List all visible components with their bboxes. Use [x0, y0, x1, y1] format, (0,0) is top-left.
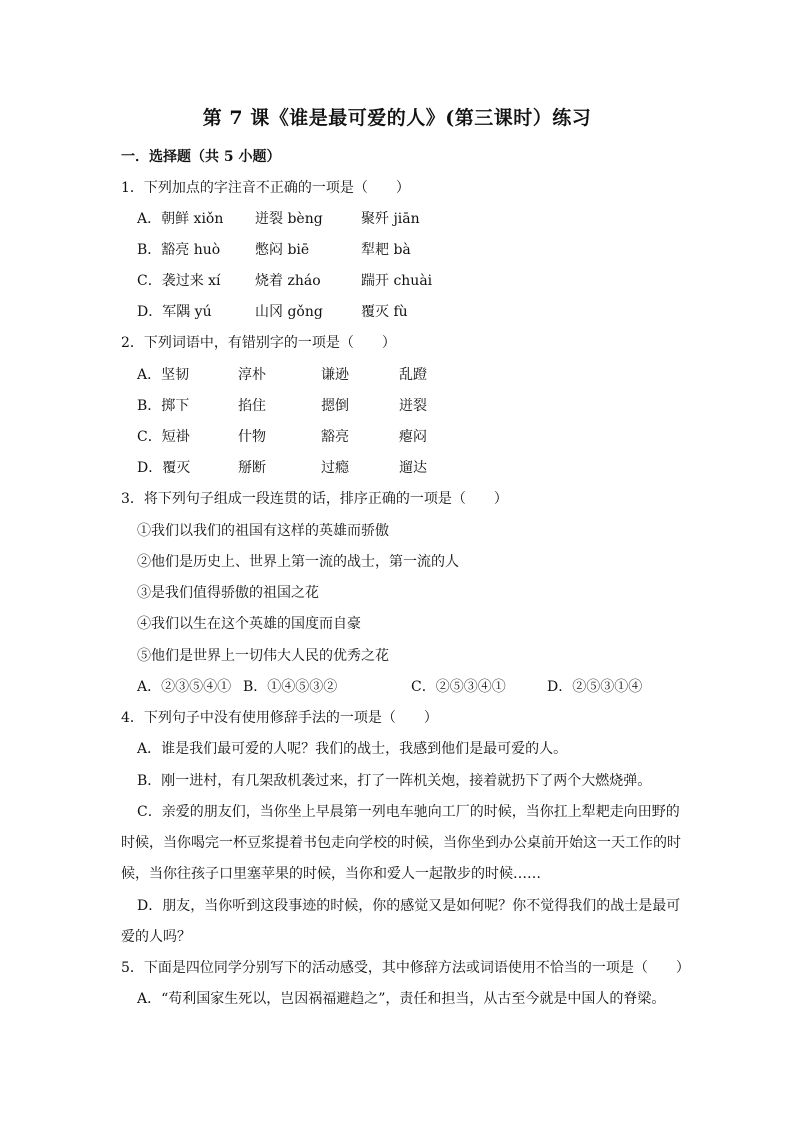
option-cell: 聚歼 jiān	[361, 211, 420, 227]
option-cell: A．②③⑤④①	[137, 679, 232, 695]
option-cell: 犁耙 bà	[361, 242, 411, 258]
option-c-line: 时候，当你喝完一杯豆浆提着书包走向学校的时候，当你坐到办公桌前开始这一天工作的时	[121, 835, 681, 851]
option-cell: 覆灭 fù	[361, 304, 408, 320]
option-cell: 迸裂	[399, 398, 427, 414]
option-cell: 憋闷 biē	[255, 242, 310, 258]
option-cell: D．②⑤③①④	[547, 679, 643, 695]
option-c-line: C．亲爱的朋友们，当你坐上早晨第一列电车驰向工厂的时候，当你扛上犁耙走向田野的	[137, 804, 680, 820]
option-cell: D．军隅 yú	[137, 304, 212, 320]
question-3-stem: 3．将下列句子组成一段连贯的话，排序正确的一项是（ ）	[121, 491, 508, 507]
option-cell: C．②⑤③④①	[411, 679, 506, 695]
option-cell: 踹开 chuài	[361, 273, 433, 289]
option-cell: 摁倒	[321, 398, 349, 414]
option-cell: D．覆灭	[137, 460, 191, 476]
page-title: 第 7 课《谁是最可爱的人》(第三课时）练习	[202, 107, 592, 129]
option-cell: 掐住	[238, 398, 266, 414]
option-cell: 豁亮	[321, 429, 349, 445]
sentence-item: ①我们以我们的祖国有这样的英雄而骄傲	[137, 523, 389, 539]
option-cell: 瘪闷	[399, 429, 427, 445]
option-a: A．谁是我们最可爱的人呢？我们的战士，我感到他们是最可爱的人。	[137, 741, 568, 757]
question-5-stem: 5．下面是四位同学分别写下的活动感受，其中修辞方法或词语使用不恰当的一项是（ ）	[121, 960, 690, 976]
option-d-line: 爱的人吗？	[121, 929, 191, 945]
question-2-stem: 2．下列词语中，有错别字的一项是（ ）	[121, 335, 396, 351]
option-b: B．刚一进村，有几架敌机袭过来，打了一阵机关炮，接着就扔下了两个大燃烧弹。	[137, 773, 652, 789]
option-cell: 烧着 zháo	[255, 273, 321, 289]
option-cell: B．豁亮 huò	[137, 242, 221, 258]
option-cell: B．掷下	[137, 398, 190, 414]
option-cell: A．坚韧	[137, 367, 190, 383]
sentence-item: ⑤他们是世界上一切伟大人民的优秀之花	[137, 648, 389, 664]
option-cell: 山冈 gǒng	[255, 304, 323, 320]
sentence-item: ④我们以生在这个英雄的国度而自豪	[137, 616, 361, 632]
option-cell: 乱蹬	[399, 367, 427, 383]
option-cell: 谦逊	[321, 367, 349, 383]
sentence-item: ③是我们值得骄傲的祖国之花	[137, 585, 319, 601]
option-cell: 过瘾	[321, 460, 349, 476]
option-cell: C．短褂	[137, 429, 190, 445]
option-cell: 什物	[238, 429, 266, 445]
option-c-line: 候，当你往孩子口里塞苹果的时候，当你和爱人一起散步的时候……	[121, 866, 541, 882]
option-cell: 淳朴	[238, 367, 266, 383]
option-d-line: D．朋友，当你听到这段事迹的时候，你的感觉又是如何呢？你不觉得我们的战士是最可	[137, 898, 681, 914]
option-cell: 掰断	[238, 460, 266, 476]
option-cell: C．袭过来 xí	[137, 273, 221, 289]
question-4-stem: 4．下列句子中没有使用修辞手法的一项是（ ）	[121, 710, 438, 726]
option-cell: 遛达	[399, 460, 427, 476]
option-cell: B．①④⑤③②	[243, 679, 338, 695]
option-cell: 迸裂 bèng	[255, 211, 323, 227]
option-cell: A．朝鲜 xiǒn	[137, 211, 224, 227]
section-heading: 一．选择题（共 5 小题）	[121, 149, 281, 165]
question-1-stem: 1．下列加点的字注音不正确的一项是（ ）	[121, 180, 410, 196]
sentence-item: ②他们是历史上、世界上第一流的战士，第一流的人	[137, 554, 459, 570]
option-a: A．“苟利国家生死以，岂因祸福避趋之”，责任和担当，从古至今就是中国人的脊梁。	[137, 991, 666, 1007]
